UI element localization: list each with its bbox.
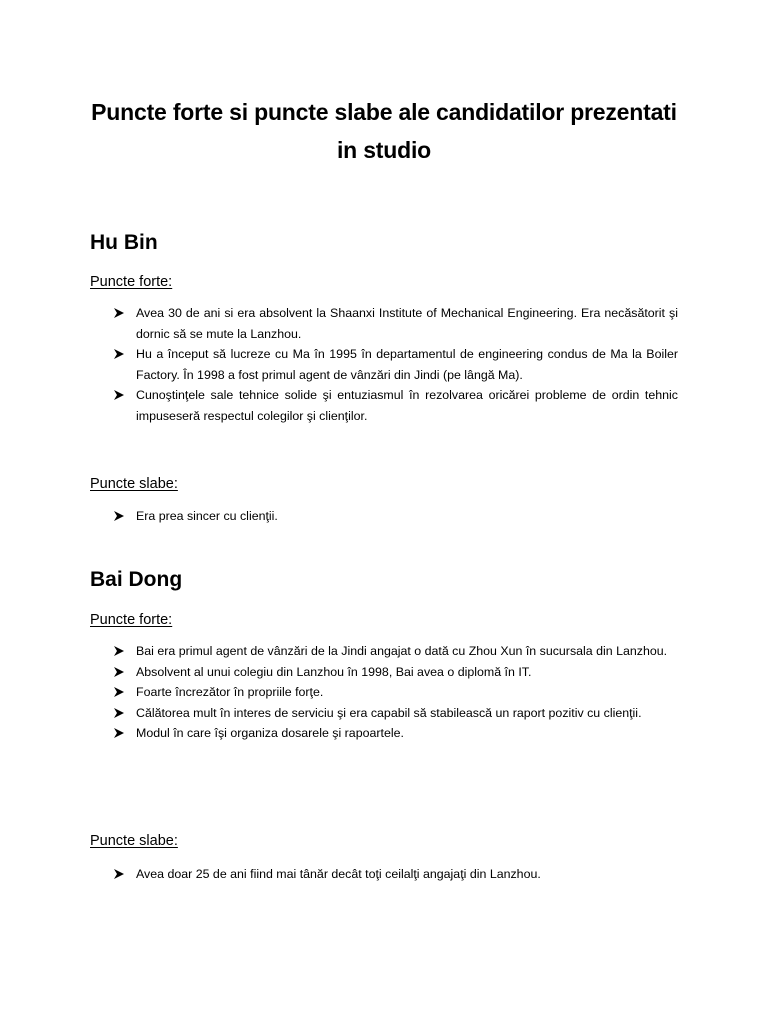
list-item: Era prea sincer cu clienţii. <box>114 506 678 527</box>
strengths-list-hu-bin <box>114 303 678 426</box>
list-item: Absolvent al unui colegiu din Lanzhou în 1998, Bai avea o diplomă în IT. <box>114 662 678 683</box>
candidate-name-hu-bin: Hu Bin <box>90 231 158 254</box>
arrowhead-bullet-icon <box>114 511 124 521</box>
list-item: Avea 30 de ani si era absolvent la Shaanxi Institute of Mechanical Engineering. Era necăsătorit şi dornic să se mute la Lanzhou. <box>114 303 678 344</box>
weaknesses-list-bai-dong <box>114 864 678 885</box>
list-item: Hu a început să lucreze cu Ma în 1995 în departamentul de engineering condus de Ma la Boiler Factory. În 1998 a fost primul agent de vânzări din Jindi (pe lângă Ma). <box>114 344 678 385</box>
arrowhead-bullet-icon <box>114 667 124 677</box>
list-item: Călătorea mult în interes de serviciu şi era capabil să stabilească un raport pozitiv cu clienţii. <box>114 703 678 724</box>
list-item: Cunoştinţele sale tehnice solide şi entuziasmul în rezolvarea oricărei probleme de ordin tehnic impuseseră respectul colegilor şi clienţilor. <box>114 385 678 426</box>
arrowhead-bullet-icon <box>114 687 124 697</box>
arrowhead-bullet-icon <box>114 390 124 400</box>
strengths-heading-hu-bin: Puncte forte: <box>90 274 173 290</box>
arrowhead-bullet-icon <box>114 708 124 718</box>
weaknesses-heading-bai-dong: Puncte slabe: <box>90 833 178 849</box>
weaknesses-heading-hu-bin: Puncte slabe: <box>90 476 178 492</box>
arrowhead-bullet-icon <box>114 349 124 359</box>
list-item: Bai era primul agent de vânzări de la Jindi angajat o dată cu Zhou Xun în sucursala din Lanzhou. <box>114 641 678 662</box>
arrowhead-bullet-icon <box>114 869 124 879</box>
candidate-name-bai-dong: Bai Dong <box>90 568 183 591</box>
list-item: Modul în care îşi organiza dosarele şi rapoartele. <box>114 723 678 744</box>
strengths-list-bai-dong <box>114 641 678 744</box>
arrowhead-bullet-icon <box>114 308 124 318</box>
weaknesses-list-hu-bin <box>114 506 678 527</box>
strengths-heading-bai-dong: Puncte forte: <box>90 612 173 628</box>
arrowhead-bullet-icon <box>114 728 124 738</box>
list-item: Foarte încrezător în propriile forţe. <box>114 682 678 703</box>
arrowhead-bullet-icon <box>114 646 124 656</box>
document-title: Puncte forte si puncte slabe ale candidatilor prezentati in studio <box>91 99 677 163</box>
list-item: Avea doar 25 de ani fiind mai tânăr decât toţi ceilalţi angajaţi din Lanzhou. <box>114 864 678 885</box>
